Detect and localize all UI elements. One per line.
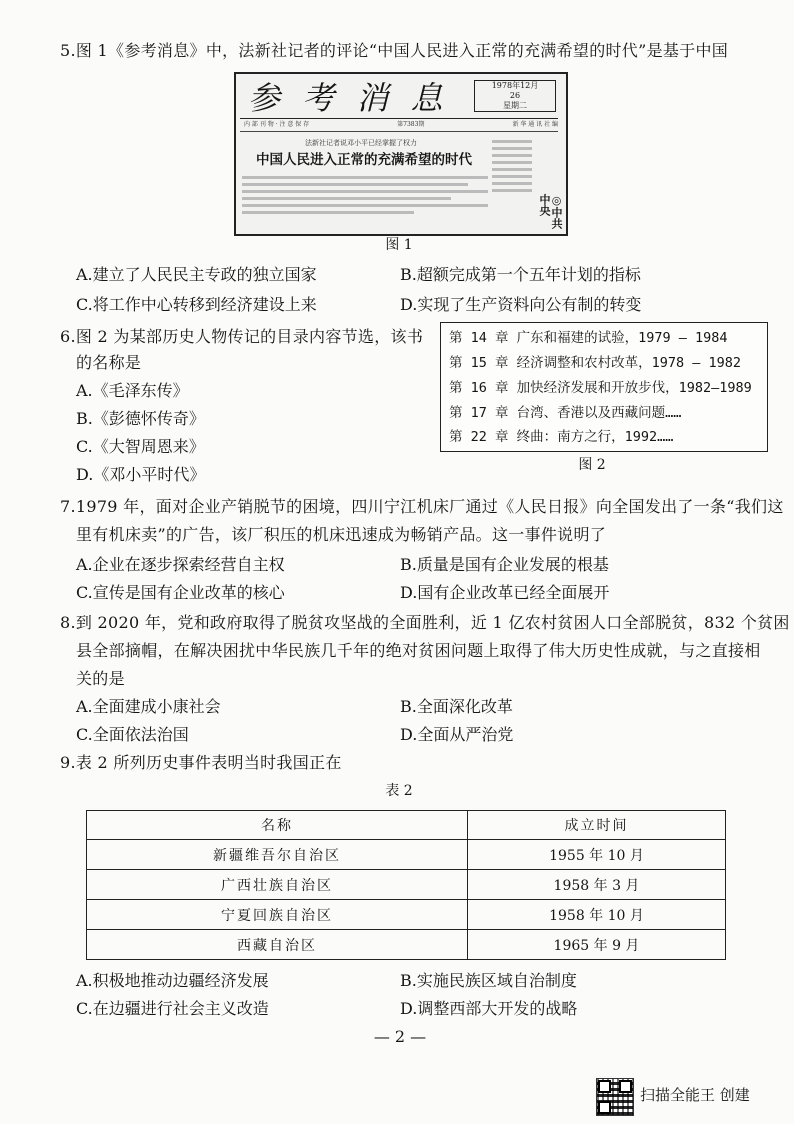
- qr-code-icon: [596, 1078, 634, 1116]
- newspaper-date-line: 星期二: [503, 101, 527, 110]
- q8-stem-line1: 8.到 2020 年，党和政府取得了脱贫攻坚战的全面胜利，近 1 亿农村贫困人口全部脱贫，832 个贫困: [60, 613, 790, 632]
- q7-stem-line1: 7.1979 年，面对企业产销脱节的困境，四川宁江机床厂通过《人民日报》向全国发出了一条“我们这: [60, 497, 784, 516]
- q7-stem-line2: 里有机床卖”的广告，该厂积压的机床迅速成为畅销产品。这一事件说明了: [76, 525, 607, 544]
- table-cell: 新疆维吾尔自治区: [87, 840, 468, 870]
- q7-option-c[interactable]: C.宣传是国有企业改革的核心: [76, 583, 285, 602]
- newspaper-image: [234, 72, 568, 236]
- book-contents-box: [440, 322, 768, 452]
- table2-caption: 表 2: [385, 783, 413, 799]
- newspaper-meta-right: 新 华 通 讯 社 编: [512, 121, 558, 128]
- figure1-caption: 图 1: [385, 237, 413, 253]
- newspaper-date-line: 26: [509, 91, 521, 100]
- q6-option-d[interactable]: D.《邓小平时代》: [76, 465, 206, 484]
- contents-row: 第 16 章 加快经济发展和开放步伐，1982—1989: [449, 380, 752, 396]
- table-header-cell: 成立时间: [468, 811, 726, 840]
- q6-stem-line2: 的名称是: [76, 353, 142, 372]
- newspaper-side-text: ◎中共中央: [538, 194, 563, 229]
- table-cell: 西藏自治区: [87, 930, 468, 960]
- q5-option-b[interactable]: B.超额完成第一个五年计划的指标: [400, 265, 641, 284]
- table-row: [87, 870, 726, 900]
- newspaper-date-line: 1978年12月: [491, 81, 539, 90]
- q8-option-c[interactable]: C.全面依法治国: [76, 725, 189, 744]
- q9-option-b[interactable]: B.实施民族区域自治制度: [400, 971, 577, 990]
- newspaper-body-text: [242, 172, 488, 228]
- page-number: — 2 —: [373, 1027, 427, 1046]
- newspaper-meta-left: 内 部 刊 物 · 注 意 保 存: [244, 121, 310, 128]
- q6-stem-line1: 6.图 2 为某部历史人物传记的目录内容节选，该书: [60, 327, 424, 346]
- q7-option-b[interactable]: B.质量是国有企业发展的根基: [400, 555, 609, 574]
- contents-row: 第 17 章 台湾、香港以及西藏问题……: [449, 405, 682, 421]
- q5-option-a[interactable]: A.建立了人民民主专政的独立国家: [76, 265, 317, 284]
- q9-option-d[interactable]: D.调整西部大开发的战略: [400, 999, 578, 1018]
- q6-option-a[interactable]: A.《毛泽东传》: [76, 381, 189, 400]
- q8-option-a[interactable]: A.全面建成小康社会: [76, 697, 221, 716]
- q8-stem-line3: 关的是: [76, 669, 125, 688]
- table-header-row: [87, 811, 726, 840]
- table-cell: 广西壮族自治区: [87, 870, 468, 900]
- contents-row: 第 15 章 经济调整和农村改革，1978 — 1982: [449, 355, 742, 371]
- newspaper-headline: 中国人民进入正常的充满希望的时代: [256, 152, 472, 168]
- q7-option-d[interactable]: D.国有企业改革已经全面展开: [400, 583, 610, 602]
- table-header-cell: 名称: [87, 811, 468, 840]
- q8-option-b[interactable]: B.全面深化改革: [400, 697, 513, 716]
- q6-option-c[interactable]: C.《大智周恩来》: [76, 437, 205, 456]
- autonomous-regions-table: [86, 810, 726, 960]
- contents-row: 第 22 章 终曲：南方之行，1992……: [449, 429, 674, 445]
- scanner-watermark: 扫描全能王 创建: [640, 1086, 750, 1104]
- q8-option-d[interactable]: D.全面从严治党: [400, 725, 514, 744]
- table-cell: 1965 年 9 月: [468, 930, 726, 960]
- q9-option-c[interactable]: C.在边疆进行社会主义改造: [76, 999, 269, 1018]
- newspaper-meta-mid: 第7383期: [397, 121, 425, 128]
- q6-option-b[interactable]: B.《彭德怀传奇》: [76, 409, 205, 428]
- table-row: [87, 930, 726, 960]
- q8-stem-line2: 县全部摘帽，在解决困扰中华民族几千年的绝对贫困问题上取得了伟大历史性成就，与之直接相: [76, 641, 761, 660]
- newspaper-date-box: [474, 80, 556, 112]
- table-row: [87, 900, 726, 930]
- table-row: [87, 840, 726, 870]
- newspaper-rule: [240, 118, 558, 119]
- newspaper-title: 参 考 消 息: [248, 79, 449, 117]
- contents-row: 第 14 章 广东和福建的试验，1979 — 1984: [449, 330, 728, 346]
- q5-option-d[interactable]: D.实现了生产资料向公有制的转变: [400, 295, 642, 314]
- newspaper-subheadline: 法新社记者说邓小平已经掌握了权力: [305, 139, 417, 147]
- q9-stem: 9.表 2 所列历史事件表明当时我国正在: [60, 753, 342, 772]
- q7-option-a[interactable]: A.企业在逐步探索经营自主权: [76, 555, 285, 574]
- table-cell: 1955 年 10 月: [468, 840, 726, 870]
- figure2-caption: 图 2: [578, 457, 606, 473]
- table-cell: 1958 年 10 月: [468, 900, 726, 930]
- table-cell: 宁夏回族自治区: [87, 900, 468, 930]
- q5-option-c[interactable]: C.将工作中心转移到经济建设上来: [76, 295, 317, 314]
- q5-stem: 5.图 1《参考消息》中，法新社记者的评论“中国人民进入正常的充满希望的时代”是基于中国: [60, 41, 729, 60]
- newspaper-rule: [240, 131, 558, 132]
- table-cell: 1958 年 3 月: [468, 870, 726, 900]
- q9-option-a[interactable]: A.积极地推动边疆经济发展: [76, 971, 269, 990]
- newspaper-meta: [244, 121, 558, 129]
